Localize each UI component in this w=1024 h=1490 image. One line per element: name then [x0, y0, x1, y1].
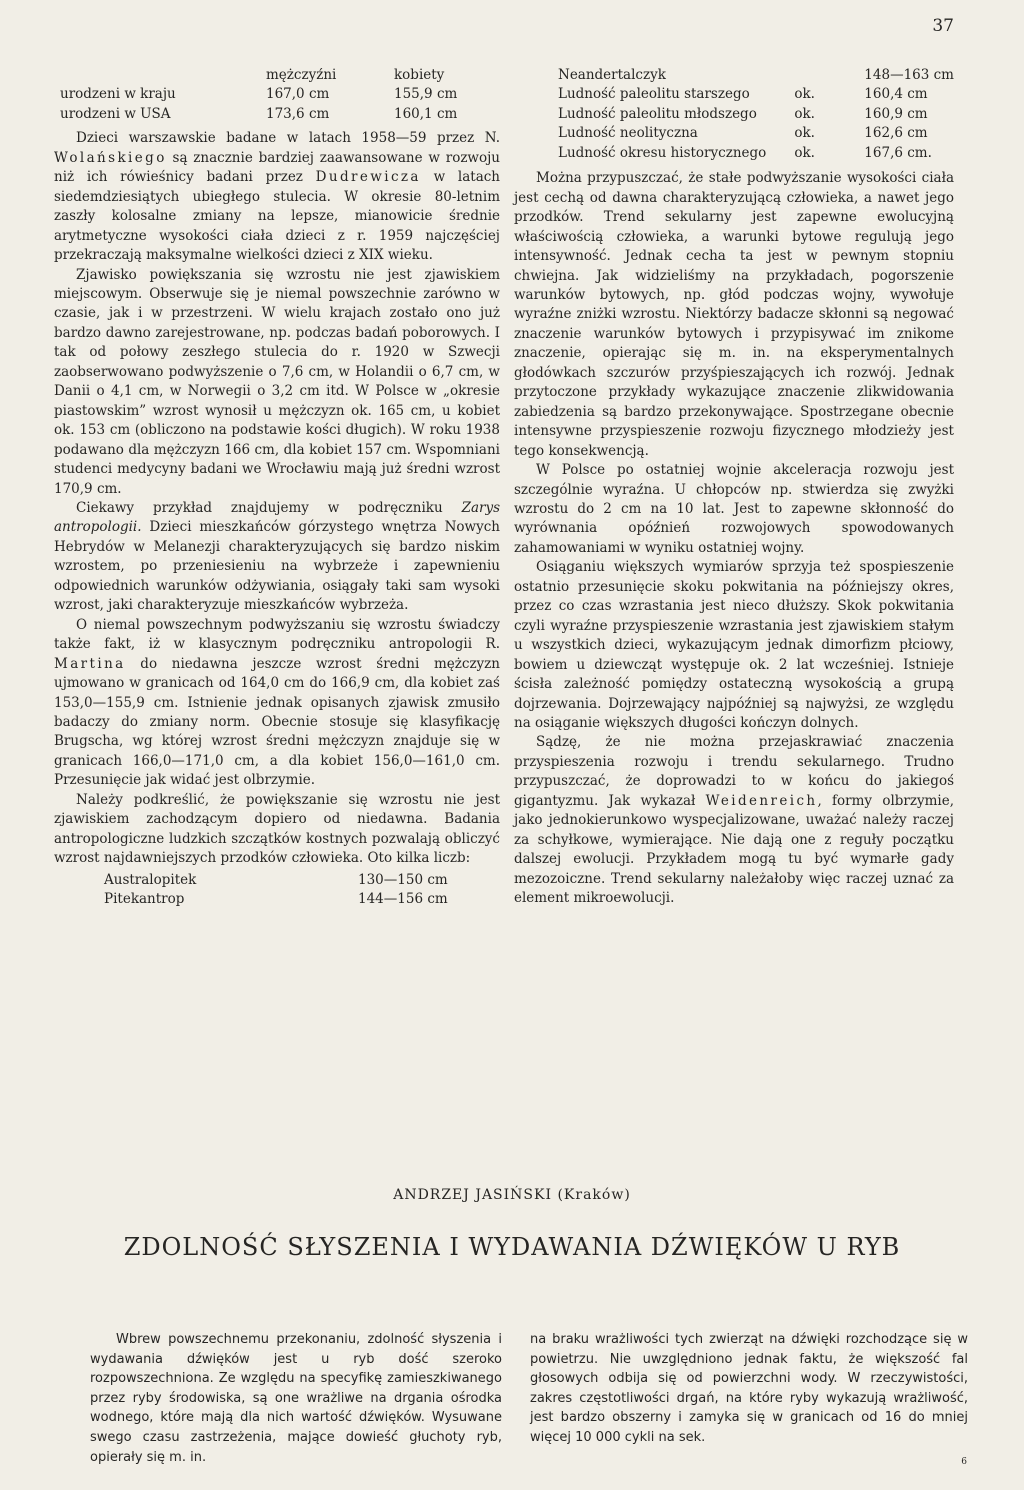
row-prefix: ok. [794, 144, 815, 161]
row-label: Ludność paleolitu starszego [558, 86, 750, 103]
paragraph: Osiąganiu większych wymiarów sprzyja też spospieszenie ostatnio przesunięcie skoku pokwitania na późniejszy okres, przez co czas wzrastania jest nieco dłuższy. Skok pokwitania czyli wyraźne przyspieszenie wzrastania jest zjawiskiem stałym u wszystkich dzieci, wykazującym jednak dimorfizm płciowy, bowiem u dziewcząt występuje ok. 2 lat wcześniej. Istnieje ścisła zależność pomiędzy ostateczną wysokością a grupą dojrzewania. Dojrzewający najpóźniej są najwyżsi, ze względu na osiąganie większych długości kończyn dolnych. [514, 559, 954, 731]
row-label: Ludność neolityczna [558, 125, 698, 142]
row-label: Neandertalczyk [558, 67, 666, 83]
row-value: 144—156 cm [358, 891, 448, 908]
table-row [60, 85, 457, 104]
row-label: Ludność okresu historycznego [558, 144, 767, 161]
book-title: Zarys antropologii. [54, 499, 500, 536]
header-men: mężczyźni [266, 67, 337, 83]
row-prefix [794, 66, 864, 85]
table-row [558, 66, 954, 85]
abstract-left-column [90, 1330, 502, 1467]
folio-mark: 6 [961, 1457, 967, 1467]
article-author: ANDRZEJ JASIŃSKI (Kraków) [393, 1187, 631, 1203]
left-column [54, 66, 500, 909]
heights-table [60, 66, 457, 124]
table-row [60, 105, 457, 124]
row-value: 148—163 cm [864, 67, 954, 83]
row-label: Ludność paleolitu młodszego [558, 105, 757, 122]
paragraph: Można przypuszczać, że stałe podwyższanie wysokości ciała jest cechą od dawna charakteryzującą człowieka, a nawet jego przodków. Trend sekularny jest zapewne ewolucyjną właściwością człowieka, a warunki bytowe regulują jego intensywność. Jednak cecha ta jest w pewnym stopniu chwiejna. Jak widzieliśmy na przykładach, pogorszenie warunków bytowych, np. głód podczas wojny, wywołuje wyraźne zniżki wzrostu. Niektórzy badacze skłonni są negować znaczenie warunków bytowych i przypisywać im znikome znaczenie, opierając się m. in. na eksperymentalnych głodówkach szczurów przyśpieszających ich rozwój. Jednak przytoczone przykłady wykazujące znaczenie zlikwidowania zabiedzenia są bardzo przekonywające. Spostrzegane obecnie intensywne przyspieszenie rozwoju fizycznego młodzieży jest tego konsekwencją. [514, 170, 954, 459]
author-name: Wolańskiego [54, 149, 167, 166]
article-title: ZDOLNOŚĆ SŁYSZENIA I WYDAWANIA DŹWIĘKÓW U RYB [123, 1233, 901, 1261]
row-value: 167,6 cm. [864, 144, 932, 161]
abstract-paragraph: Wbrew powszechnemu przekonaniu, zdolność słyszenia i wydawania dźwięków jest u ryb dość szeroko rozpowszechniona. Ze względu na specyfikę zamieszkiwanego przez ryby środowiska, są one wrażliwe na drgania ośrodka wodnego, które mają dla nich wartość dźwięków. Wysuwane swego czasu zastrzeżenia, mające dowieść głuchoty ryb, opierały się m. in. [90, 1332, 502, 1465]
row-prefix: ok. [794, 86, 815, 103]
row-value: 160,4 cm [864, 86, 928, 103]
heights-table-header [60, 66, 457, 85]
row-value: 130—150 cm [358, 871, 448, 888]
men-value: 167,0 cm [266, 86, 330, 103]
author-name: Dudrewicza [315, 169, 421, 186]
row-label: Pitekantrop [104, 891, 185, 908]
abstract-right-column [530, 1330, 968, 1448]
paragraph: Ciekawy przykład znajdujemy w podręczniku Zarys antropologii. Dzieci mieszkańców górzystego wnętrza Nowych Hebrydów w Melanezji charakteryzujących się bardzo niskim wzrostem, po przeniesieniu na wybrzeże i zapewnieniu odpowiednich warunków odżywiania, osiągały taki sam wysoki wzrost, jaki charakteryzuje mieszkańców wybrzeża. [54, 499, 500, 614]
paragraph: O niemal powszechnym podwyższaniu się wzrostu świadczy także fakt, iż w klasycznym podręczniku antropologii R. Martina do niedawna jeszcze wzrost średni mężczyzn ujmowano w granicach od 164,0 cm do 166,9 cm, dla kobiet zaś 153,0—155,9 cm. Istnienie jednak opisanych zjawisk zmusiło badaczy do zmiany norm. Obecnie stosuje się klasyfikację Brugscha, wg której wzrost średni mężczyzn znajduje się w granicach 166,0—171,0 cm, a dla kobiet 156,0—161,0 cm. Przesunięcie jak widać jest olbrzymie. [54, 616, 500, 789]
table-row [104, 871, 448, 890]
table-row [558, 85, 954, 104]
table-row [558, 105, 954, 124]
header-women: kobiety [394, 67, 445, 83]
paragraph: Dzieci warszawskie badane w latach 1958—59 przez N. Wolańskiego są znacznie bardziej zaawansowane w rozwoju niż ich rówieśnicy badani przez Dudrewicza w latach siedemdziesiątych ubiegłego stulecia. W okresie 80-letnim zaszły kolosalne zmiany na lepsze, mianowicie średnie arytmetyczne wysokości ciała dzieci z r. 1959 najczęściej przekraczają maksymalne wielkości dzieci z XIX wieku. [54, 130, 501, 264]
paragraph: Zjawisko powiększania się wzrostu nie jest zjawiskiem miejscowym. Obserwuje się je niemal powszechnie zarówno w czasie, jak i w przestrzeni. W wielu krajach zostało ono już bardzo dawno zarejestrowane, np. podczas badań poborowych. I tak od połowy zeszłego stulecia do r. 1920 w Szwecji zaobserwowano podwyższenie o 7,6 cm, w Holandii o 6,7 cm, w Danii o 4,1 cm, w Norwegii o 3,2 cm itd. W Polsce w „okresie piastowskim” wzrost wynosił u mężczyzn ok. 165 cm, u kobiet ok. 153 cm (obliczono na podstawie kości długich). W roku 1938 podawano dla mężczyzn 166 cm, dla kobiet 157 cm. Wspomniani studenci medycyny badani we Wrocławiu mają już średni wzrost 170,9 cm. [54, 266, 500, 497]
author-name: Weidenreich [705, 792, 818, 809]
men-value: 173,6 cm [266, 105, 330, 122]
row-label: urodzeni w USA [60, 105, 171, 122]
women-value: 160,1 cm [394, 105, 458, 122]
row-label: Australopitek [104, 871, 197, 888]
row-prefix: ok. [794, 125, 815, 142]
author-name: Martina [54, 655, 126, 672]
table-row [104, 890, 448, 909]
row-value: 162,6 cm [864, 125, 928, 142]
page-number: 37 [932, 16, 954, 36]
paragraph: Sądzę, że nie można przejaskrawiać znaczenia przyspieszenia rozwoju i trendu sekularnego. Trudno przypuszczać, że doprowadzi to w końcu do jakiegoś gigantyzmu. Jak wykazał Weidenreich, formy olbrzymie, jako jednokierunkowo wyspecjalizowane, uważać należy raczej za schyłkowe, wymierające. Nie dają one z reguły początku dalszej ewolucji. Przykładem mogą tu być wymarłe gady mezozoiczne. Trend sekularny należałoby więc raczej uznać za element mikroewolucji. [514, 734, 954, 907]
modern-populations-table [558, 66, 954, 163]
row-label: urodzeni w kraju [60, 86, 176, 103]
row-value: 160,9 cm [864, 105, 928, 122]
paragraph: W Polsce po ostatniej wojnie akceleracja rozwoju jest szczególnie wyraźna. U chłopców np. stwierdza się zwyżki wzrostu do 2 cm na 10 lat. Jest to zapewne skłonność do wyrównania opóźnień rozwojowych spowodowanych zahamowaniami w wyniku ostatniej wojny. [514, 462, 954, 556]
table-row [558, 124, 954, 143]
row-prefix: ok. [794, 105, 815, 122]
right-column [514, 66, 954, 908]
early-hominid-table [104, 871, 448, 910]
abstract-paragraph: na braku wrażliwości tych zwierząt na dźwięki rozchodzące się w powietrzu. Nie uwzględniono jednak faktu, że większość fal głosowych odbija się od powierzchni wody. W rzeczywistości, zakres częstotliwości drgań, na które ryby wykazują wrażliwość, jest bardzo obszerny i zamyka się w granicach od 16 do mniej więcej 10 000 cykli na sek. [530, 1332, 968, 1445]
paragraph: Należy podkreślić, że powiększanie się wzrostu nie jest zjawiskiem zachodzącym dopiero od niedawna. Badania antropologiczne ludzkich szczątków kostnych pozwalają obliczyć wzrost najdawniejszych przodków człowieka. Oto kilka liczb: [54, 791, 500, 867]
table-row [558, 144, 954, 163]
women-value: 155,9 cm [394, 86, 458, 103]
